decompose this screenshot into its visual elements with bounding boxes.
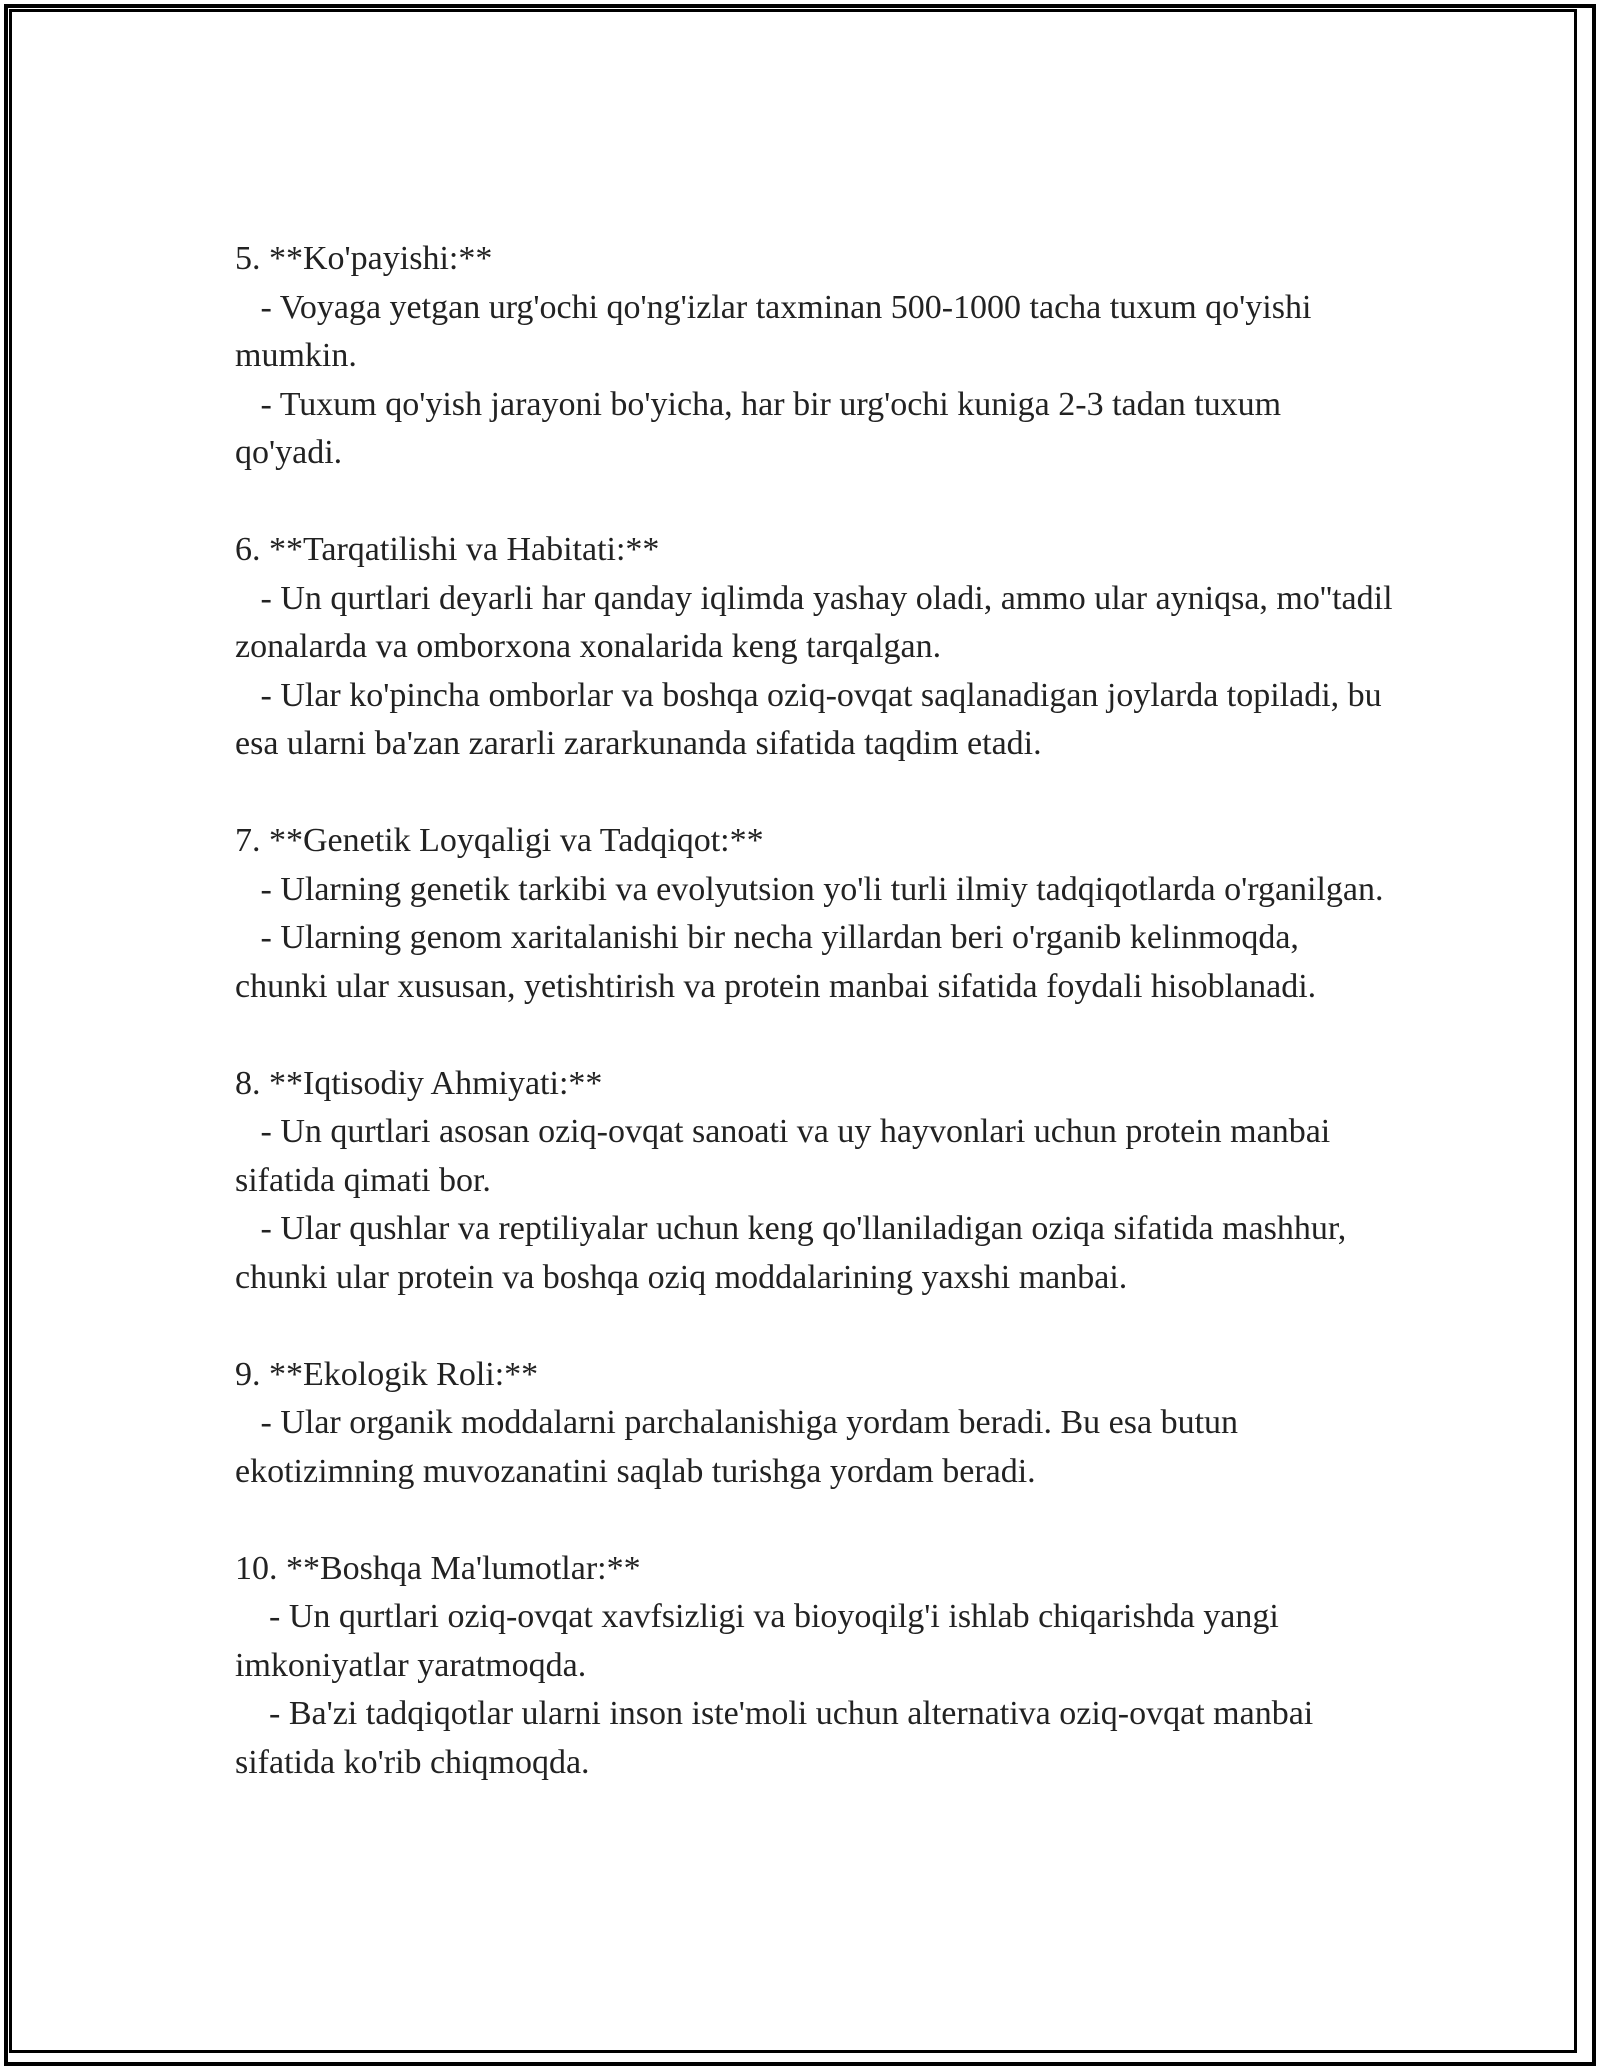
section-heading: 5. **Ko'payishi:**	[235, 240, 493, 277]
section-other-info	[235, 1545, 1395, 1788]
list-item: - Un qurtlari asosan oziq-ovqat sanoati va uy hayvonlari uchun protein manbai sifatida qimati bor.	[235, 1113, 1339, 1199]
section-genetics-research	[235, 817, 1395, 1011]
section-distribution-habitat	[235, 526, 1402, 769]
document-body	[235, 235, 1402, 1836]
section-heading: 8. **Iqtisodiy Ahmiyati:**	[235, 1064, 603, 1102]
list-item: - Ularning genom xaritalanishi bir necha yillardan beri o'rganib kelinmoqda, chunki ular xususan, yetishtirish va protein manbai sifatida foydali hisoblanadi.	[235, 919, 1317, 1005]
section-heading: 6. **Tarqatilishi va Habitati:**	[235, 531, 660, 568]
section-ecological-role	[235, 1351, 1395, 1497]
section-reproduction	[235, 235, 1395, 478]
list-item: - Ularning genetik tarkibi va evolyutsion yo'li turli ilmiy tadqiqotlarda o'rganilgan.	[235, 870, 1384, 908]
list-item: - Un qurtlari deyarli har qanday iqlimda yashay oladi, ammo ular ayniqsa, mo''tadil zonalarda va omborxona xonalarida keng tarqalgan.	[235, 579, 1402, 665]
list-item: - Ular ko'pincha omborlar va boshqa oziq-ovqat saqlanadigan joylarda topiladi, bu esa ularni ba'zan zararli zararkunanda sifatida taqdim etadi.	[235, 676, 1391, 762]
list-item: - Ba'zi tadqiqotlar ularni inson iste'moli uchun alternativa oziq-ovqat manbai sifatida ko'rib chiqmoqda.	[235, 1695, 1322, 1781]
section-heading: 9. **Ekologik Roli:**	[235, 1355, 539, 1393]
section-heading: 7. **Genetik Loyqaligi va Tadqiqot:**	[235, 822, 764, 859]
section-economic-importance	[235, 1060, 1395, 1303]
section-heading: 10. **Boshqa Ma'lumotlar:**	[235, 1549, 641, 1587]
list-item: - Voyaga yetgan urg'ochi qo'ng'izlar taxminan 500-1000 tacha tuxum qo'yishi mumkin.	[235, 288, 1320, 374]
list-item: - Ular qushlar va reptiliyalar uchun keng qo'llaniladigan oziqa sifatida mashhur, chunki ular protein va boshqa oziq moddalarining yaxshi manbai.	[235, 1210, 1355, 1296]
list-item: - Ular organik moddalarni parchalanishiga yordam beradi. Bu esa butun ekotizimning muvozanatini saqlab turishga yordam beradi.	[235, 1404, 1247, 1490]
list-item: - Tuxum qo'yish jarayoni bo'yicha, har bir urg'ochi kuniga 2-3 tadan tuxum qo'yadi.	[235, 385, 1290, 471]
list-item: - Un qurtlari oziq-ovqat xavfsizligi va bioyoqilg'i ishlab chiqarishda yangi imkoniyatlar yaratmoqda.	[235, 1598, 1288, 1684]
